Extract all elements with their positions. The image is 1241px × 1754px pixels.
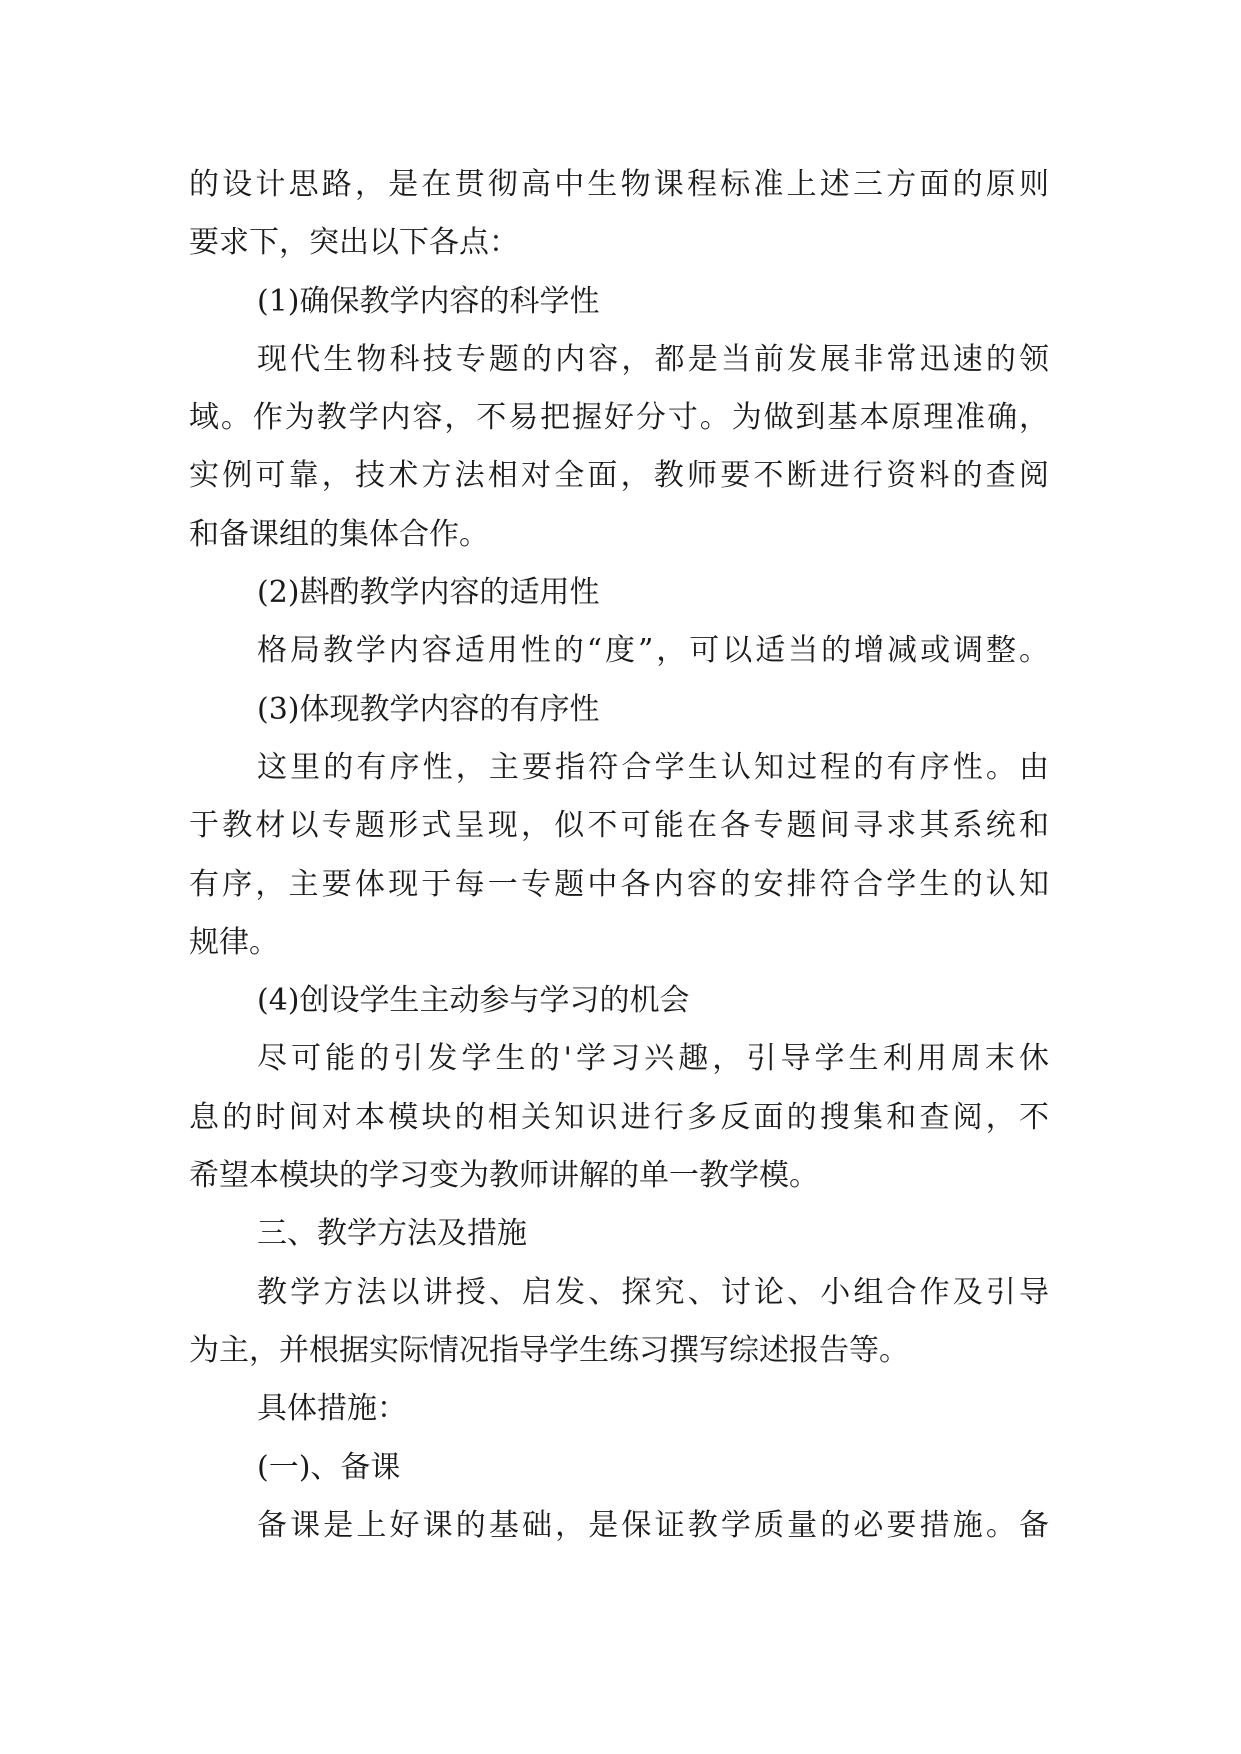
paragraph-line: 尽可能的引发学生的'学习兴趣，引导学生利用周末休 [257, 1041, 1049, 1077]
paragraph-line: 教学方法以讲授、启发、探究、讨论、小组合作及引导 [257, 1274, 1049, 1310]
paragraph-line: 希望本模块的学习变为教师讲解的单一教学模。 [189, 1158, 819, 1194]
section-heading: (3)体现教学内容的有序性 [257, 691, 600, 727]
paragraph-line: 和备课组的集体合作。 [189, 516, 489, 552]
paragraph-line: 息的时间对本模块的相关知识进行多反面的搜集和查阅，不 [189, 1099, 1049, 1135]
paragraph-line: 这里的有序性，主要指符合学生认知过程的有序性。由 [257, 749, 1049, 785]
paragraph-line: 为主，并根据实际情况指导学生练习撰写综述报告等。 [189, 1332, 909, 1368]
document-body [189, 156, 1049, 1555]
paragraph-line: 备课是上好课的基础，是保证教学质量的必要措施。备 [257, 1507, 1049, 1543]
paragraph-line: 实例可靠，技术方法相对全面，教师要不断进行资料的查阅 [189, 458, 1049, 494]
section-heading: (4)创设学生主动参与学习的机会 [257, 983, 690, 1019]
section-heading: 三、教学方法及措施 [257, 1216, 527, 1252]
section-heading: (1)确保教学内容的科学性 [257, 283, 600, 319]
paragraph-line: 于教材以专题形式呈现，似不可能在各专题间寻求其系统和 [189, 808, 1049, 844]
paragraph-line: 格局教学内容适用性的“度”，可以适当的增减或调整。 [257, 633, 1049, 669]
paragraph-line: 有序，主要体现于每一专题中各内容的安排符合学生的认知 [189, 866, 1049, 902]
paragraph-line: 的设计思路，是在贯彻高中生物课程标准上述三方面的原则 [189, 167, 1049, 202]
section-heading: (一)、备课 [257, 1449, 401, 1485]
section-heading: 具体措施： [257, 1391, 407, 1427]
paragraph-line: 现代生物科技专题的内容，都是当前发展非常迅速的领 [257, 341, 1049, 377]
paragraph-line: 规律。 [189, 924, 279, 960]
section-heading: (2)斟酌教学内容的适用性 [257, 575, 600, 611]
paragraph-line: 域。作为教学内容，不易把握好分寸。为做到基本原理准确， [189, 400, 1049, 436]
paragraph-line: 要求下，突出以下各点： [189, 225, 519, 261]
